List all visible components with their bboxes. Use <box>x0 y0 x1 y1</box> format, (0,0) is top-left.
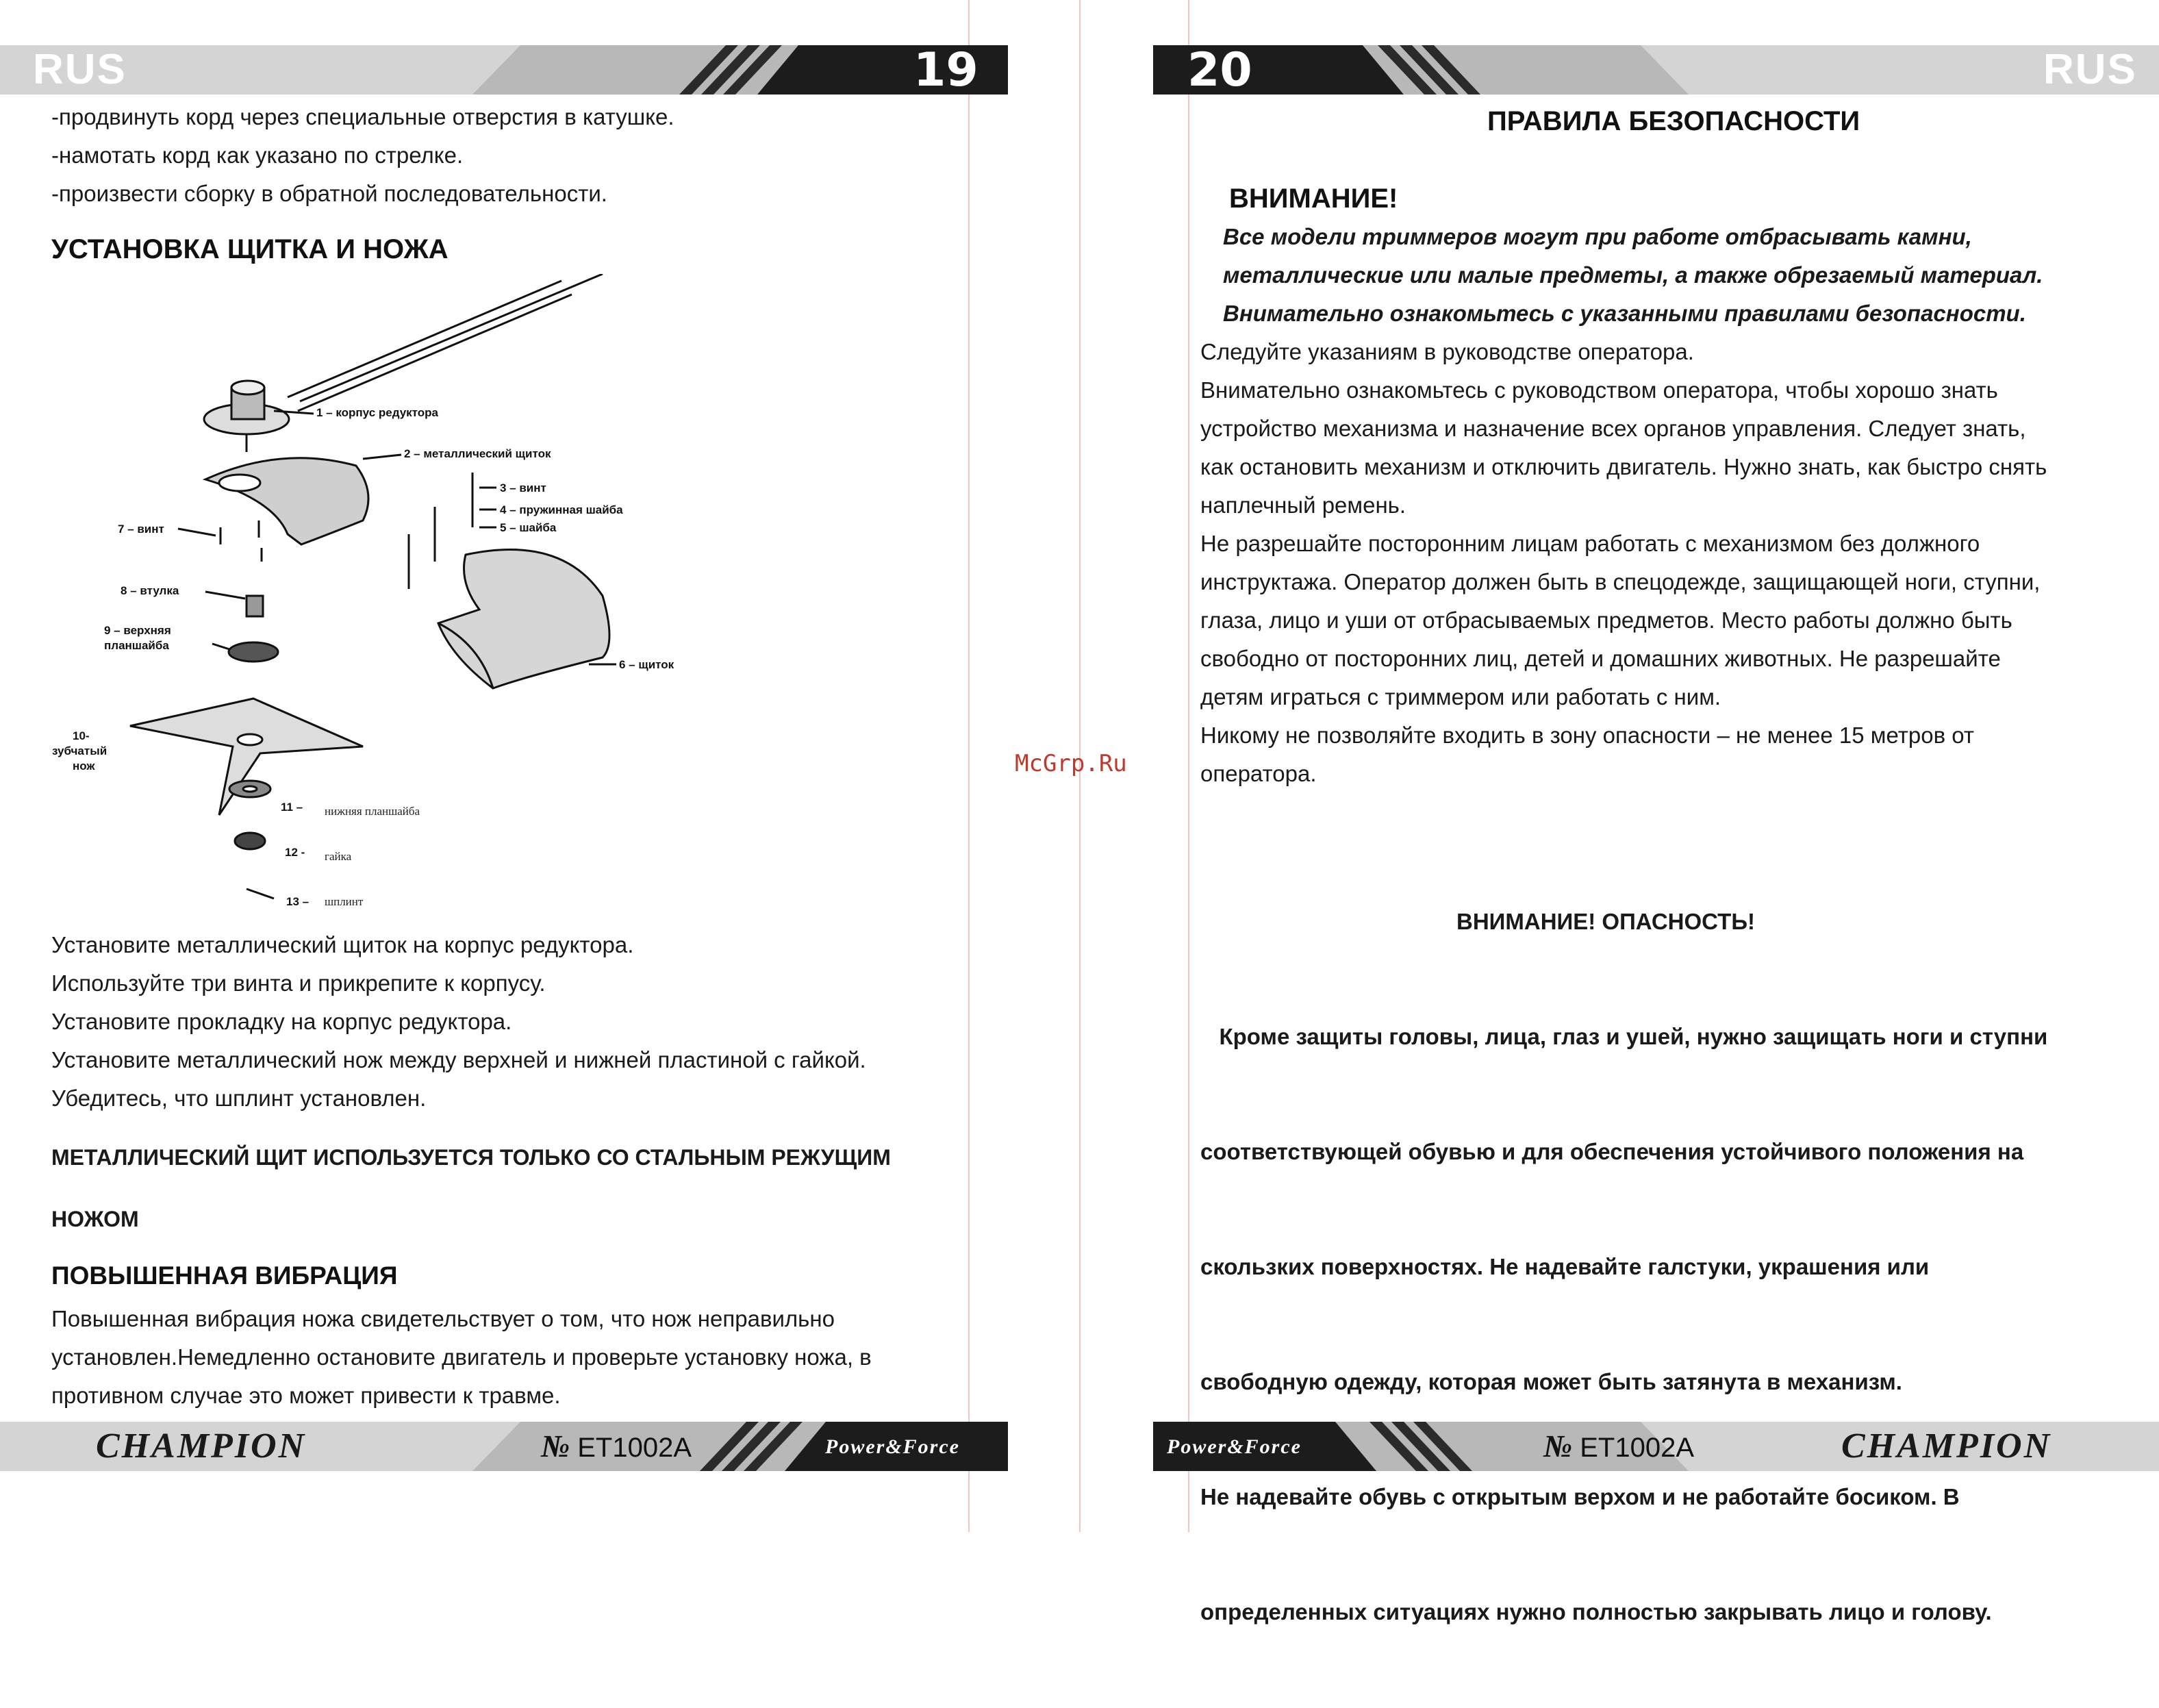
diagram-label-10: 10- <box>73 729 90 742</box>
intro-line: -намотать корд как указано по стрелке. <box>51 142 464 168</box>
intro-list <box>51 98 674 213</box>
diagram-label-5: 5 – шайба <box>500 521 557 534</box>
diagram-label-8: 8 – втулка <box>121 584 179 597</box>
attention-heading: ВНИМАНИЕ! <box>1229 184 1398 214</box>
danger-line: Не надевайте обувь с открытым верхом и не работайте босиком. В <box>1200 1484 1960 1509</box>
install-instructions <box>51 926 866 1118</box>
diagram-label-10b: зубчатый <box>52 744 108 757</box>
page-footer <box>1153 1422 2159 1471</box>
diagram-label-3: 3 – винт <box>500 481 546 494</box>
danger-line: скользких поверхностях. Не надевайте галстуки, украшения или <box>1200 1254 1930 1279</box>
page-number: 20 <box>1187 45 1252 95</box>
diagram-label-12-text: гайка <box>325 850 352 863</box>
vibration-title: ПОВЫШЕННАЯ ВИБРАЦИЯ <box>51 1261 398 1290</box>
install-line: Установите металлический нож между верхней и нижней пластиной с гайкой. <box>51 1047 866 1072</box>
danger-line: определенных ситуациях нужно полностью закрывать лицо и голову. <box>1200 1599 1992 1624</box>
page-number: 19 <box>913 45 979 95</box>
body-line: наплечный ремень. <box>1200 492 1406 518</box>
header-stripes <box>0 45 1008 95</box>
danger-text <box>1200 941 2047 1708</box>
danger-heading: ВНИМАНИЕ! ОПАСНОСТЬ! <box>1456 909 1756 934</box>
page-header <box>1153 45 2159 95</box>
page-19 <box>0 0 1079 1532</box>
power-force-logo: Power&Force <box>825 1435 960 1458</box>
vibration-text <box>51 1300 872 1415</box>
header-stripes <box>1153 45 2159 95</box>
danger-line: соответствующей обувью и для обеспечения устойчивого положения на <box>1200 1139 2024 1164</box>
diagram-label-2: 2 – металлический щиток <box>404 447 551 460</box>
page-title: ПРАВИЛА БЕЗОПАСНОСТИ <box>1487 106 1860 136</box>
diagram-label-11-text: нижняя планшайба <box>325 805 420 818</box>
diagram-label-1: 1 – корпус редуктора <box>316 406 439 419</box>
attention-line: металлические или малые предметы, а также обрезаемый материал. <box>1223 262 2043 288</box>
page-header <box>0 45 1008 95</box>
brand-logo: CHAMPION <box>96 1427 307 1466</box>
danger-line: Кроме защиты головы, лица, глаз и ушей, нужно защищать ноги и ступни <box>1200 1024 2048 1049</box>
header-lang: RUS <box>33 46 127 93</box>
vibration-line: Повышенная вибрация ножа свидетельствует о том, что нож неправильно <box>51 1306 835 1331</box>
diagram-label-6: 6 – щиток <box>619 658 674 671</box>
install-line: Используйте три винта и прикрепите к корпусу. <box>51 970 546 996</box>
diagram-label-12: 12 - <box>285 846 305 859</box>
diagram-label-9b: планшайба <box>104 639 169 652</box>
install-line: Установите металлический щиток на корпус редуктора. <box>51 932 634 957</box>
attention-line: Внимательно ознакомьтесь с указанными правилами безопасности. <box>1223 301 2026 326</box>
power-force-logo: Power&Force <box>1167 1435 1302 1458</box>
attention-line: Все модели триммеров могут при работе отбрасывать камни, <box>1223 224 1972 249</box>
page-footer <box>0 1422 1008 1471</box>
diagram-label-13: 13 – <box>286 895 310 908</box>
body-line: свободно от посторонних лиц, детей и домашних животных. Не разрешайте <box>1200 646 2001 671</box>
danger-line: свободную одежду, которая может быть затянута в механизм. <box>1200 1369 1902 1394</box>
body-line: Внимательно ознакомьтесь с руководством оператора, чтобы хорошо знать <box>1200 377 1998 403</box>
section-title: УСТАНОВКА ЩИТКА И НОЖА <box>51 234 449 264</box>
body-line: глаза, лицо и уши от отбрасываемых предметов. Место работы должно быть <box>1200 607 2012 633</box>
safety-body <box>1200 333 2047 793</box>
warning-line-1: МЕТАЛЛИЧЕСКИЙ ЩИТ ИСПОЛЬЗУЕТСЯ ТОЛЬКО СО СТАЛЬНЫМ РЕЖУЩИМ <box>51 1145 891 1170</box>
body-line: детям играться с триммером или работать с ним. <box>1200 684 1721 709</box>
diagram-label-9: 9 – верхняя <box>104 624 171 637</box>
intro-line: -продвинуть корд через специальные отверстия в катушке. <box>51 104 674 129</box>
watermark: McGrp.Ru <box>1015 750 1127 777</box>
intro-line: -произвести сборку в обратной последовательности. <box>51 181 607 206</box>
diagram-label-11: 11 – <box>281 801 303 814</box>
body-line: Следуйте указаниям в руководстве оператора. <box>1200 339 1694 364</box>
vibration-line: противном случае это может привести к травме. <box>51 1383 561 1408</box>
assembly-diagram <box>41 274 719 918</box>
install-line: Установите прокладку на корпус редуктора. <box>51 1009 512 1034</box>
model-number: № ET1002A <box>541 1429 692 1464</box>
page-20 <box>1079 0 2159 1624</box>
body-line: Никому не позволяйте входить в зону опасности – не менее 15 метров от <box>1200 723 1975 748</box>
header-lang: RUS <box>2043 46 2137 93</box>
diagram-label-7: 7 – винт <box>118 523 164 536</box>
body-line: как остановить механизм и отключить двигатель. Нужно знать, как быстро снять <box>1200 454 2047 479</box>
body-line: устройство механизма и назначение всех органов управления. Следует знать, <box>1200 416 2026 441</box>
model-number: № ET1002A <box>1543 1429 1694 1464</box>
brand-logo: CHAMPION <box>1841 1427 2052 1466</box>
diagram-label-4: 4 – пружинная шайба <box>500 503 623 516</box>
warning-line-2: НОЖОМ <box>51 1207 139 1231</box>
attention-text <box>1223 218 2043 333</box>
body-line: оператора. <box>1200 761 1317 786</box>
vibration-line: установлен.Немедленно остановите двигатель и проверьте установку ножа, в <box>51 1344 872 1370</box>
install-line: Убедитесь, что шплинт установлен. <box>51 1085 427 1111</box>
body-line: Не разрешайте посторонним лицам работать с механизмом без должного <box>1200 531 1980 556</box>
body-line: инструктажа. Оператор должен быть в спецодежде, защищающей ноги, ступни, <box>1200 569 2041 594</box>
diagram-label-10c: нож <box>73 759 95 773</box>
diagram-label-13-text: шплинт <box>325 895 364 908</box>
